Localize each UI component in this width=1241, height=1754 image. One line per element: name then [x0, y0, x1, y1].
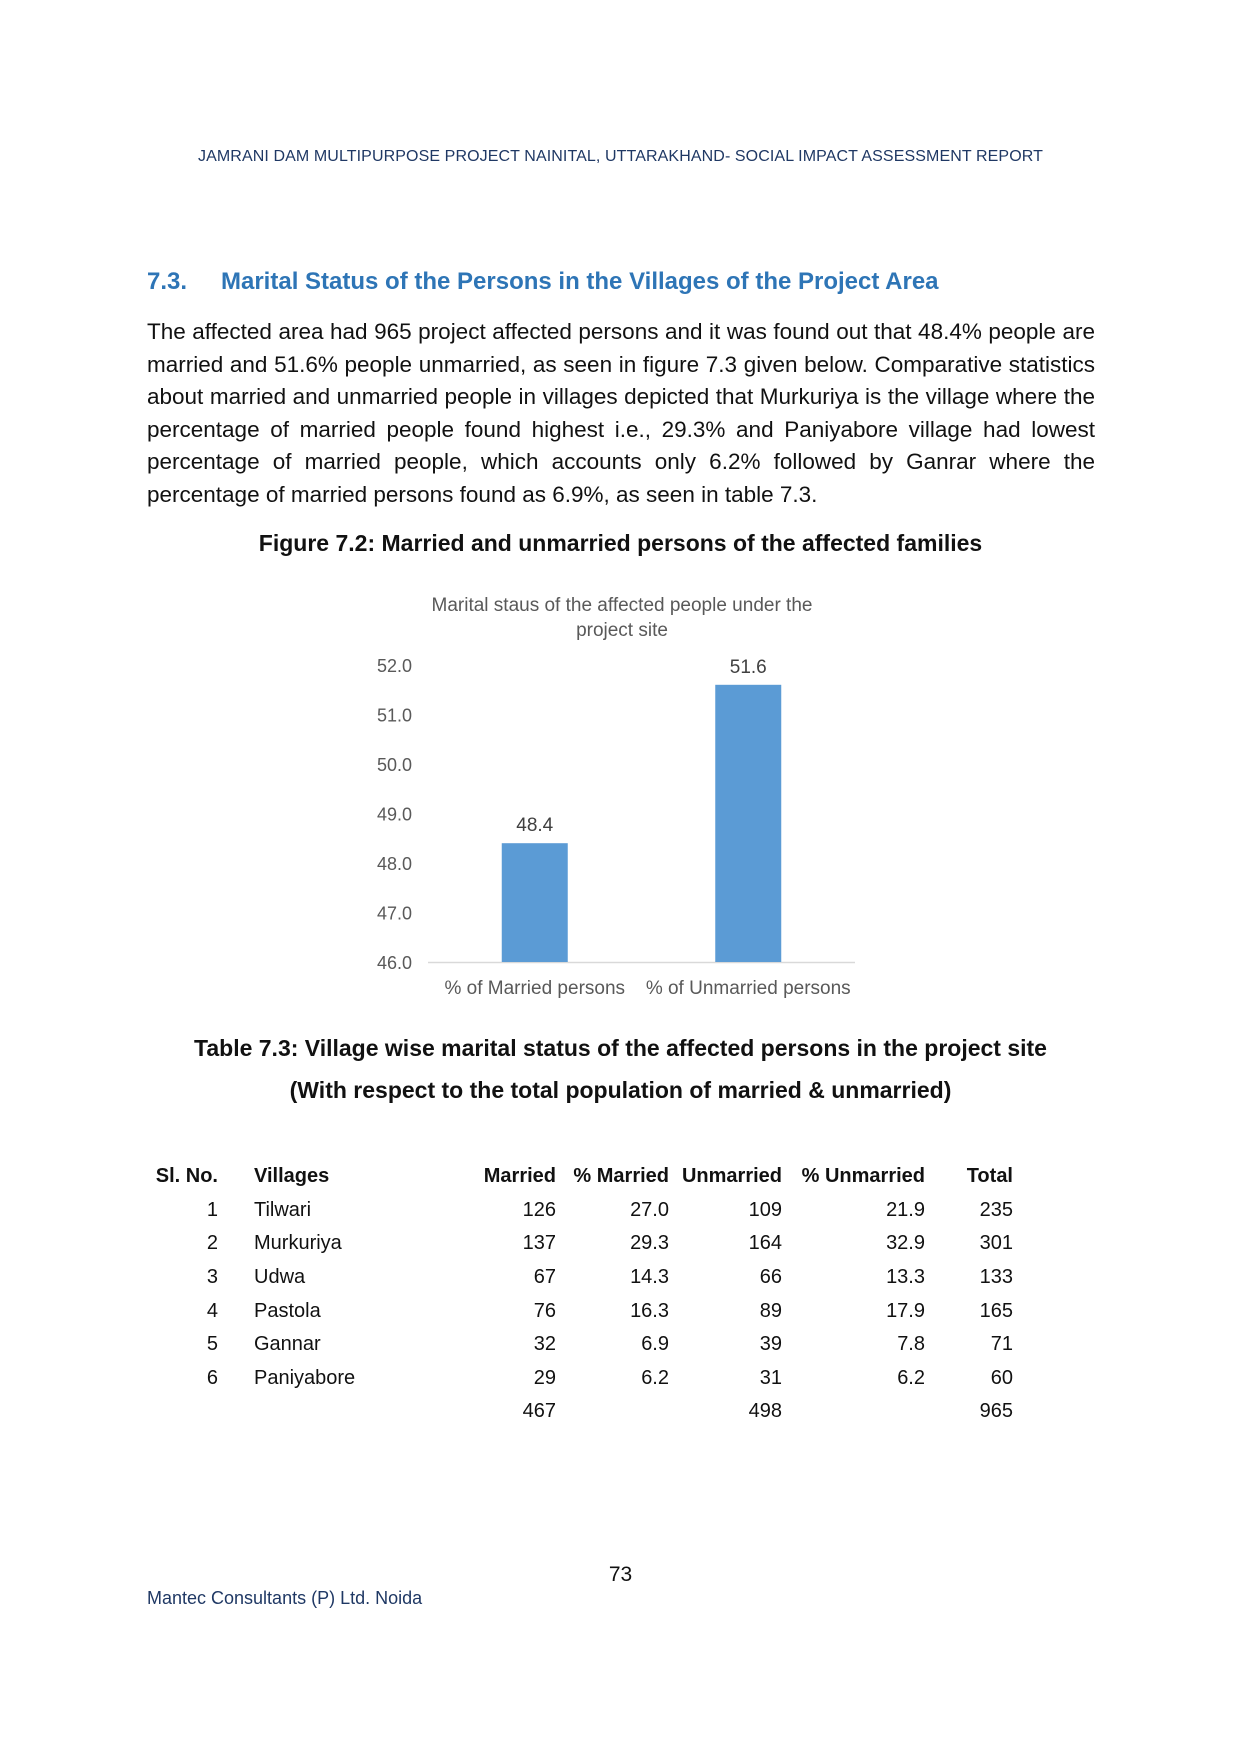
village-marital-table: [148, 1160, 1013, 1429]
y-tick-label: 50.0: [376, 755, 412, 775]
chart-title-line-1: Marital staus of the affected people under the: [431, 595, 813, 616]
y-tick-label: 48.0: [376, 854, 412, 874]
table-row: 5 Gannar 32 6.9 39 7.8 71: [206, 1333, 1013, 1356]
table-caption: Table 7.3: Village wise marital status of the affected persons in the project site: [194, 1035, 1047, 1061]
total-all: 965: [979, 1400, 1013, 1423]
header-married: Married: [483, 1165, 556, 1188]
y-tick-label: 46.0: [376, 953, 412, 973]
total-married: 467: [522, 1400, 556, 1423]
table-row: 4 Pastola 76 16.3 89 17.9 165: [206, 1299, 1013, 1322]
header-villages: Villages: [254, 1165, 330, 1188]
y-tick-label: 47.0: [376, 903, 412, 924]
bar-2: [715, 685, 781, 962]
bar-chart: [360, 585, 880, 1005]
section-title: Marital Status of the Persons in the Villages of the Project Area: [221, 268, 939, 295]
table-row: 1 Tilwari 126 27.0 109 21.9 235: [206, 1198, 1013, 1221]
section-heading: [147, 268, 1107, 296]
bar-1: [502, 843, 568, 962]
page-number: 73: [608, 1563, 633, 1586]
table-row: 3 Udwa 67 14.3 66 13.3 133: [206, 1266, 1013, 1289]
bar-value-label: 51.6: [729, 656, 767, 678]
figure-caption: Figure 7.2: Married and unmarried persons of the affected families: [258, 530, 983, 556]
y-tick-label: 52.0: [376, 656, 412, 676]
table-totals-row: [148, 1395, 1013, 1429]
table-row: 2 Murkuriya 137 29.3 164 32.9 301: [206, 1232, 1013, 1255]
header-sl-no: Sl. No.: [155, 1165, 218, 1188]
chart-title-line-2: project site: [576, 620, 668, 641]
x-category-label: % of Married persons: [444, 978, 626, 999]
page-footer: Mantec Consultants (P) Ltd. Noida: [147, 1588, 423, 1608]
header-total: Total: [966, 1165, 1013, 1188]
header-unmarried: Unmarried: [681, 1165, 782, 1188]
table-subcaption: (With respect to the total population of married & unmarried): [289, 1077, 952, 1103]
running-header: JAMRANI DAM MULTIPURPOSE PROJECT NAINITAL, UTTARAKHAND- SOCIAL IMPACT ASSESSMENT REPORT: [198, 148, 1043, 165]
body-paragraph: The affected area had 965 project affected persons and it was found out that 48.4% people are married and 51.6% people unmarried, as seen in figure 7.3 given below. Comparative statistics about married and unmarried people in villages depicted that Murkuriya is the village where the percentage of married people found highest i.e., 29.3% and Paniyabore village had lowest percentage of married people, which accounts only 6.2% followed by Ganrar where the percentage of married persons found as 6.9%, as seen in table 7.3.: [147, 319, 1095, 507]
total-unmarried: 498: [748, 1400, 782, 1423]
table-row: 6 Paniyabore 29 6.2 31 6.2 60: [206, 1366, 1013, 1389]
header-pct-unmarried: % Unmarried: [801, 1165, 925, 1188]
y-tick-label: 51.0: [376, 705, 412, 726]
table-header-row: [148, 1160, 1013, 1194]
section-number: 7.3.: [147, 268, 188, 295]
header-pct-married: % Married: [573, 1165, 669, 1188]
x-category-label: % of Unmarried persons: [645, 978, 851, 999]
y-tick-label: 49.0: [376, 804, 412, 825]
bar-value-label: 48.4: [516, 815, 554, 837]
